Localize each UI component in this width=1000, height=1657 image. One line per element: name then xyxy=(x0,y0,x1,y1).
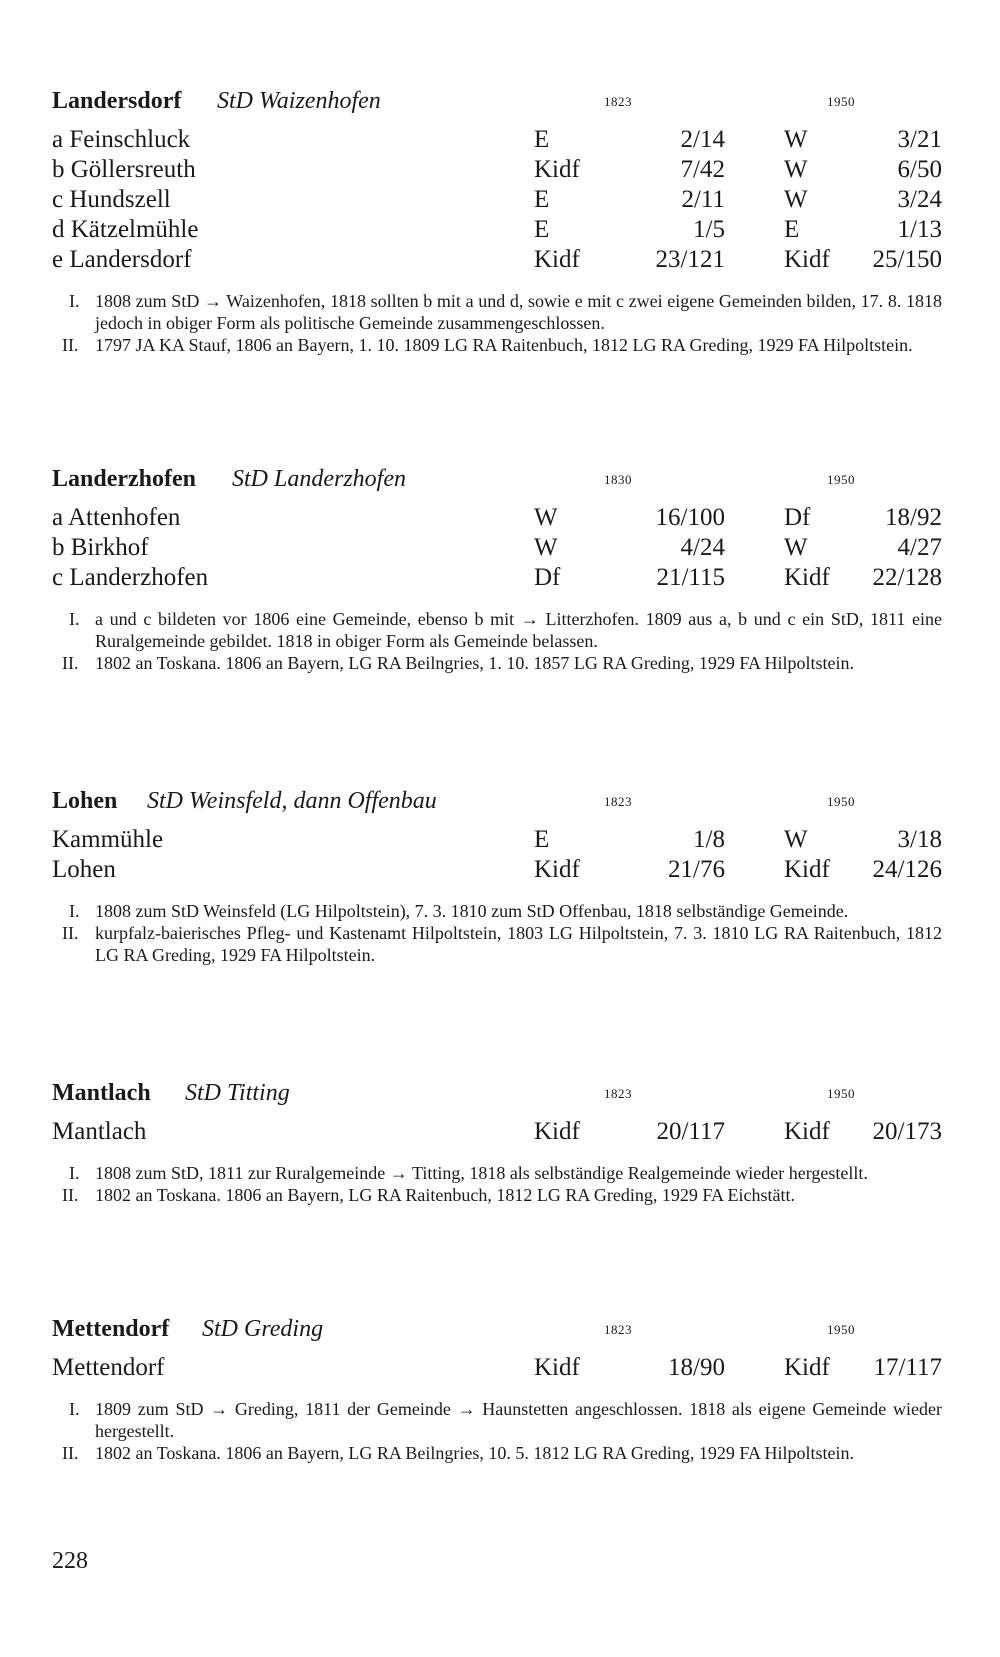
history-notes xyxy=(52,900,942,966)
place-name: e Landersdorf xyxy=(52,246,192,273)
type-2: Kidf xyxy=(784,856,830,883)
note-i xyxy=(52,290,942,334)
value-2: 3/21 xyxy=(897,126,942,153)
place-name: d Kätzelmühle xyxy=(52,216,199,243)
place-name: Mettendorf xyxy=(52,1354,165,1381)
type-1: E xyxy=(534,216,550,243)
note-i xyxy=(52,900,942,922)
history-notes xyxy=(52,1162,942,1206)
place-row xyxy=(52,826,942,856)
page-number: 228 xyxy=(52,1548,88,1574)
value-1: 4/24 xyxy=(680,534,725,561)
municipality-name: Mettendorf xyxy=(52,1316,170,1342)
note-number: II. xyxy=(62,653,79,673)
type-2: E xyxy=(784,216,800,243)
entry-mantlach xyxy=(52,1080,942,1206)
note-text: 1809 zum StD → Greding, 1811 der Gemeinde → Haunstetten angeschlossen. 1818 als eigene Gemeinde wieder hergestellt. xyxy=(95,1399,942,1441)
note-text: 1808 zum StD Weinsfeld (LG Hilpoltstein), 7. 3. 1810 zum StD Offenbau, 1818 selbständige Gemeinde. xyxy=(95,901,849,921)
place-row xyxy=(52,246,942,276)
place-name: Lohen xyxy=(52,856,116,883)
type-1: W xyxy=(534,534,558,561)
value-1: 21/76 xyxy=(668,856,725,883)
note-number: II. xyxy=(62,923,79,943)
type-2: W xyxy=(784,534,808,561)
history-notes xyxy=(52,290,942,356)
value-2: 3/24 xyxy=(897,186,942,213)
note-ii xyxy=(52,922,942,966)
place-row xyxy=(52,1354,942,1384)
type-1: Kidf xyxy=(534,156,580,183)
type-2: W xyxy=(784,826,808,853)
place-name: c Hundszell xyxy=(52,186,171,213)
value-2: 22/128 xyxy=(872,564,942,591)
note-number: I. xyxy=(69,291,80,311)
note-number: I. xyxy=(69,1163,80,1183)
year-column-2: 1950 xyxy=(827,794,855,809)
type-1: Df xyxy=(534,564,561,591)
type-2: Kidf xyxy=(784,1354,830,1381)
note-text: a und c bildeten vor 1806 eine Gemeinde, ebenso b mit → Litterzhofen. 1809 aus a, b und c ein StD, 1811 eine Ruralgemeinde gebildet. 1818 in obiger Form als Gemeinde belassen. xyxy=(95,609,942,651)
value-1: 7/42 xyxy=(680,156,725,183)
value-2: 24/126 xyxy=(872,856,942,883)
value-1: 23/121 xyxy=(655,246,725,273)
note-number: II. xyxy=(62,335,79,355)
entry-heading xyxy=(52,788,942,826)
note-text: 1802 an Toskana. 1806 an Bayern, LG RA Beilngries, 1. 10. 1857 LG RA Greding, 1929 FA Hilpoltstein. xyxy=(95,653,855,673)
municipality-name: Mantlach xyxy=(52,1080,151,1106)
value-1: 16/100 xyxy=(655,504,725,531)
place-row xyxy=(52,186,942,216)
type-2: Kidf xyxy=(784,1118,830,1145)
place-row xyxy=(52,856,942,886)
value-1: 2/14 xyxy=(680,126,725,153)
type-2: Kidf xyxy=(784,564,830,591)
type-1: Kidf xyxy=(534,1118,580,1145)
place-row xyxy=(52,504,942,534)
value-2: 18/92 xyxy=(885,504,942,531)
history-notes xyxy=(52,1398,942,1464)
value-2: 3/18 xyxy=(897,826,942,853)
type-2: Df xyxy=(784,504,811,531)
district-label: StD Landerzhofen xyxy=(232,466,406,492)
place-name: a Attenhofen xyxy=(52,504,181,531)
place-name: Kammühle xyxy=(52,826,164,853)
entry-heading xyxy=(52,1316,942,1354)
value-1: 1/8 xyxy=(693,826,725,853)
value-1: 20/117 xyxy=(656,1118,725,1145)
type-1: W xyxy=(534,504,558,531)
year-column-1: 1823 xyxy=(604,794,632,809)
note-text: 1802 an Toskana. 1806 an Bayern, LG RA Beilngries, 10. 5. 1812 LG RA Greding, 1929 FA Hilpoltstein. xyxy=(95,1443,855,1463)
type-2: Kidf xyxy=(784,246,830,273)
type-1: Kidf xyxy=(534,1354,580,1381)
history-notes xyxy=(52,608,942,674)
place-row xyxy=(52,1118,942,1148)
note-text: 1802 an Toskana. 1806 an Bayern, LG RA Raitenbuch, 1812 LG RA Greding, 1929 FA Eichstätt. xyxy=(95,1185,795,1205)
year-column-2: 1950 xyxy=(827,94,855,109)
note-ii xyxy=(52,652,942,674)
place-name: b Birkhof xyxy=(52,534,149,561)
place-name: a Feinschluck xyxy=(52,126,191,153)
place-name: Mantlach xyxy=(52,1118,147,1145)
district-label: StD Greding xyxy=(202,1316,324,1342)
note-text: kurpfalz-baierisches Pfleg- und Kastenamt Hilpoltstein, 1803 LG Hilpoltstein, 7. 3. 1810 LG RA Raitenbuch, 1812 LG RA Greding, 1929 FA Hilpoltstein. xyxy=(95,923,942,965)
place-name: b Göllersreuth xyxy=(52,156,196,183)
value-2: 6/50 xyxy=(897,156,942,183)
district-label: StD Waizenhofen xyxy=(217,88,381,114)
type-2: W xyxy=(784,156,808,183)
value-2: 17/117 xyxy=(873,1354,942,1381)
value-1: 1/5 xyxy=(693,216,725,243)
place-row xyxy=(52,534,942,564)
municipality-name: Landerzhofen xyxy=(52,466,196,492)
place-row xyxy=(52,126,942,156)
year-column-2: 1950 xyxy=(827,1086,855,1101)
note-number: I. xyxy=(69,609,80,629)
note-text: 1808 zum StD, 1811 zur Ruralgemeinde → Titting, 1818 als selbständige Realgemeinde wieder hergestellt. xyxy=(95,1163,868,1183)
place-row xyxy=(52,216,942,246)
value-2: 4/27 xyxy=(897,534,942,561)
note-i xyxy=(52,1398,942,1442)
entry-landersdorf xyxy=(52,88,942,356)
place-name: c Landerzhofen xyxy=(52,564,209,591)
type-1: E xyxy=(534,186,550,213)
entry-lohen xyxy=(52,788,942,966)
type-1: E xyxy=(534,126,550,153)
note-number: II. xyxy=(62,1443,79,1463)
year-column-1: 1823 xyxy=(604,1322,632,1337)
municipality-name: Lohen xyxy=(52,788,118,814)
entry-landerzhofen xyxy=(52,466,942,674)
year-column-1: 1823 xyxy=(604,94,632,109)
type-1: Kidf xyxy=(534,856,580,883)
note-text: 1797 JA KA Stauf, 1806 an Bayern, 1. 10. 1809 LG RA Raitenbuch, 1812 LG RA Greding, 1929 FA Hilpoltstein. xyxy=(95,335,913,355)
year-column-2: 1950 xyxy=(827,472,855,487)
type-1: E xyxy=(534,826,550,853)
type-2: W xyxy=(784,126,808,153)
year-column-1: 1830 xyxy=(604,472,632,487)
district-label: StD Weinsfeld, dann Offenbau xyxy=(147,788,437,814)
note-i xyxy=(52,608,942,652)
note-number: II. xyxy=(62,1185,79,1205)
year-column-2: 1950 xyxy=(827,1322,855,1337)
note-ii xyxy=(52,1184,942,1206)
note-ii xyxy=(52,334,942,356)
place-row xyxy=(52,564,942,594)
value-2: 1/13 xyxy=(897,216,942,243)
entry-mettendorf xyxy=(52,1316,942,1464)
value-2: 25/150 xyxy=(872,246,942,273)
note-ii xyxy=(52,1442,942,1464)
note-i xyxy=(52,1162,942,1184)
entry-heading xyxy=(52,466,942,504)
value-1: 21/115 xyxy=(656,564,725,591)
value-1: 2/11 xyxy=(681,186,725,213)
entry-heading xyxy=(52,1080,942,1118)
municipality-name: Landersdorf xyxy=(52,88,182,114)
type-1: Kidf xyxy=(534,246,580,273)
type-2: W xyxy=(784,186,808,213)
note-number: I. xyxy=(69,901,80,921)
entry-heading xyxy=(52,88,942,126)
note-number: I. xyxy=(69,1399,80,1419)
year-column-1: 1823 xyxy=(604,1086,632,1101)
district-label: StD Titting xyxy=(185,1080,290,1106)
value-1: 18/90 xyxy=(668,1354,725,1381)
note-text: 1808 zum StD → Waizenhofen, 1818 sollten b mit a und d, sowie e mit c zwei eigene Gemeinden bilden, 17. 8. 1818 jedoch in obiger Form als politische Gemeinde zusammengeschlossen. xyxy=(95,291,942,333)
value-2: 20/173 xyxy=(872,1118,942,1145)
place-row xyxy=(52,156,942,186)
